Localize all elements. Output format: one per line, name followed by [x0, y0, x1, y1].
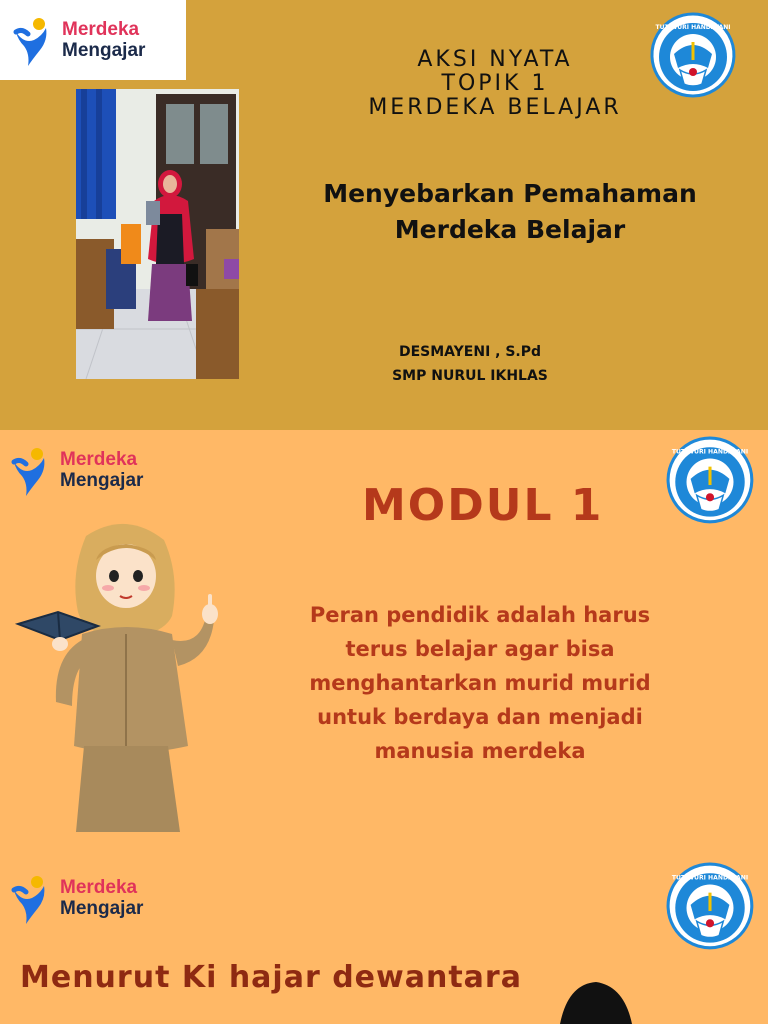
emblem-text: TUT WURI HANDAYANI	[655, 24, 731, 31]
tut-wuri-handayani-emblem	[650, 12, 736, 106]
cover-subtitle	[290, 176, 730, 248]
cover-title	[330, 48, 660, 120]
brand-line1: Merdeka	[60, 877, 138, 898]
brand-line1: Merdeka	[62, 19, 140, 40]
modul-body-line1: Peran pendidik adalah harus	[309, 603, 651, 627]
emblem-text: TUT WURI HANDAYANI	[671, 448, 749, 456]
cover-subtitle-line1: Menyebarkan Pemahaman	[323, 179, 697, 208]
modul-body-line4: untuk berdaya dan menjadi	[317, 705, 643, 729]
brand-line2: Mengajar	[60, 470, 144, 491]
brand-line2: Mengajar	[60, 898, 144, 919]
author-name: DESMAYENI , S.Pd	[398, 344, 542, 360]
cover-title-line1: AKSI NYATA	[417, 47, 573, 72]
emblem-text: TUT WURI HANDAYANI	[671, 874, 749, 882]
modul-body-line2: terus belajar agar bisa	[345, 637, 615, 661]
merdeka-mengajar-logo	[10, 872, 143, 924]
merdeka-mengajar-icon	[10, 444, 54, 496]
modul-body-line3: menghantarkan murid murid	[309, 671, 651, 695]
slide-ki-hajar	[0, 850, 768, 1024]
merdeka-mengajar-logo	[10, 444, 143, 496]
brand-line1: Merdeka	[60, 449, 138, 470]
school-name: SMP NURUL IKHLAS	[392, 368, 548, 384]
dark-shape-decoration	[550, 980, 640, 1024]
slide-cover	[0, 0, 768, 430]
teacher-photo	[76, 89, 239, 379]
brand-line2: Mengajar	[62, 40, 146, 61]
cover-title-line3: MERDEKA BELAJAR	[368, 95, 622, 120]
ki-hajar-heading: Menurut Ki hajar dewantara	[20, 960, 522, 995]
slide-modul-1	[0, 430, 768, 850]
modul-heading: MODUL 1	[362, 480, 604, 531]
tut-wuri-handayani-emblem	[666, 436, 754, 532]
merdeka-mengajar-logo	[0, 0, 186, 80]
merdeka-mengajar-icon	[12, 14, 56, 66]
classroom-photo-illustration	[76, 89, 239, 379]
cover-subtitle-line2: Merdeka Belajar	[394, 215, 626, 244]
tut-wuri-handayani-emblem	[666, 862, 754, 958]
teacher-illustration	[14, 516, 226, 832]
modul-body-text	[250, 598, 710, 768]
merdeka-mengajar-icon	[10, 872, 54, 924]
cover-title-line2: TOPIK 1	[441, 71, 549, 96]
modul-body-line5: manusia merdeka	[374, 739, 586, 763]
cover-author	[360, 340, 580, 388]
